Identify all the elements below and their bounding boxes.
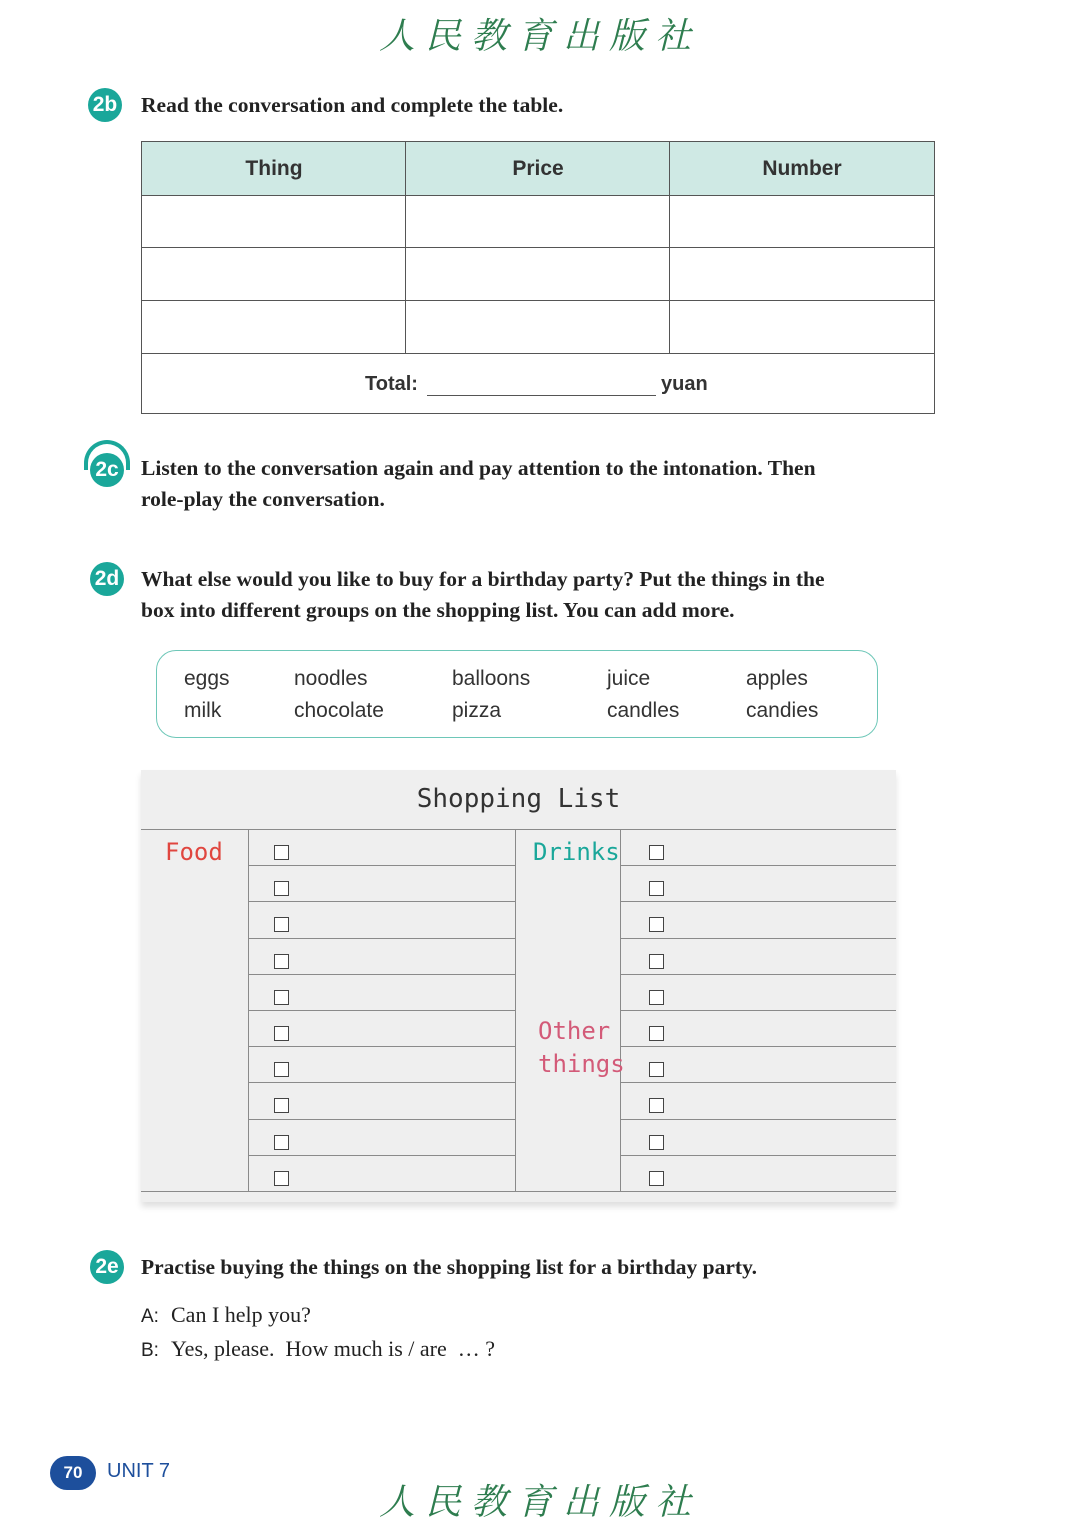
speaker-label: B: xyxy=(141,1340,159,1361)
list-bottom-line xyxy=(141,1191,896,1192)
table-cell-thing-1[interactable] xyxy=(142,196,405,247)
list-row-line xyxy=(621,1082,896,1083)
word-item: noodles xyxy=(294,667,368,690)
dialogue-text: Yes, please. How much is / are … ? xyxy=(171,1336,496,1361)
total-unit: yuan xyxy=(661,373,708,395)
food-checkbox[interactable] xyxy=(274,1026,289,1041)
section-badge-2b: 2b xyxy=(88,88,122,122)
list-divider xyxy=(515,829,516,1191)
list-row-line xyxy=(249,1010,515,1011)
right-checkbox[interactable] xyxy=(649,1026,664,1041)
word-item: juice xyxy=(607,667,651,690)
instruction-2e: Practise buying the things on the shopping list for a birthday party. xyxy=(141,1255,758,1279)
word-item: chocolate xyxy=(294,699,384,722)
section-badge-2c: 2c xyxy=(90,453,124,487)
list-row-line xyxy=(621,938,896,939)
section-badge-2e: 2e xyxy=(90,1250,124,1284)
total-blank[interactable] xyxy=(427,395,656,396)
table-cell-number-3[interactable] xyxy=(670,301,933,353)
food-checkbox[interactable] xyxy=(274,990,289,1005)
word-item: eggs xyxy=(184,667,230,690)
shopping-list-title: Shopping List xyxy=(416,784,621,814)
table-cell-number-1[interactable] xyxy=(670,196,933,247)
header-number: Number xyxy=(762,157,842,180)
instruction-2c-line1: Listen to the conversation again and pay attention to the intonation. Then xyxy=(141,456,816,480)
food-checkbox[interactable] xyxy=(274,1135,289,1150)
list-row-line xyxy=(621,1010,896,1011)
instruction-2d-line2: box into different groups on the shopping list. You can add more. xyxy=(141,598,735,622)
instruction-2d-line1: What else would you like to buy for a birthday party? Put the things in the xyxy=(141,567,825,591)
total-row xyxy=(142,354,934,413)
table-cell-price-3[interactable] xyxy=(406,301,669,353)
category-other-line2: things xyxy=(538,1050,625,1078)
word-item: apples xyxy=(746,667,808,690)
header-thing: Thing xyxy=(245,157,303,180)
word-item: candles xyxy=(607,699,680,722)
list-row-line xyxy=(249,1119,515,1120)
list-row-line xyxy=(621,1119,896,1120)
category-other-line1: Other xyxy=(538,1017,611,1045)
dialogue-text: Can I help you? xyxy=(171,1302,311,1327)
dialogue-line xyxy=(141,1336,495,1362)
publisher-logo: 人民教育出版社 xyxy=(378,16,701,57)
list-row-line xyxy=(249,974,515,975)
food-checkbox[interactable] xyxy=(274,1171,289,1186)
word-item: candies xyxy=(746,699,819,722)
price-table xyxy=(141,141,935,414)
total-label: Total: xyxy=(365,373,418,395)
section-badge-2d: 2d xyxy=(90,562,124,596)
table-header-row xyxy=(142,142,934,196)
word-box xyxy=(156,650,878,738)
food-checkbox[interactable] xyxy=(274,881,289,896)
right-checkbox[interactable] xyxy=(649,990,664,1005)
list-row-line xyxy=(621,974,896,975)
list-top-line xyxy=(141,829,896,830)
header-price: Price xyxy=(512,157,564,180)
right-checkbox[interactable] xyxy=(649,1062,664,1077)
list-row-line xyxy=(249,938,515,939)
unit-label: UNIT 7 xyxy=(107,1460,170,1482)
instruction-2b: Read the conversation and complete the table. xyxy=(141,93,564,117)
list-row-line xyxy=(621,1046,896,1047)
publisher-logo-footer: 人民教育出版社 xyxy=(378,1482,701,1523)
table-cell-number-2[interactable] xyxy=(670,248,933,300)
shopping-list xyxy=(141,770,896,1202)
instruction-2c-line2: role-play the conversation. xyxy=(141,487,385,511)
list-row-line xyxy=(249,865,515,866)
word-item: pizza xyxy=(452,699,502,722)
word-item: balloons xyxy=(452,667,531,690)
right-checkbox[interactable] xyxy=(649,1171,664,1186)
dialogue-line xyxy=(141,1302,311,1328)
word-item: milk xyxy=(184,699,222,722)
list-row-line xyxy=(621,865,896,866)
table-cell-price-1[interactable] xyxy=(406,196,669,247)
list-row-line xyxy=(249,1155,515,1156)
speaker-label: A: xyxy=(141,1306,159,1327)
list-row-line xyxy=(249,901,515,902)
right-checkbox[interactable] xyxy=(649,1135,664,1150)
food-checkbox[interactable] xyxy=(274,954,289,969)
right-checkbox[interactable] xyxy=(649,845,664,860)
page-number-badge: 70 xyxy=(50,1456,96,1490)
right-checkbox[interactable] xyxy=(649,1098,664,1113)
list-row-line xyxy=(249,1082,515,1083)
list-row-line xyxy=(621,1155,896,1156)
table-cell-price-2[interactable] xyxy=(406,248,669,300)
food-checkbox[interactable] xyxy=(274,845,289,860)
food-checkbox[interactable] xyxy=(274,1098,289,1113)
right-checkbox[interactable] xyxy=(649,954,664,969)
list-row-line xyxy=(621,901,896,902)
list-row-line xyxy=(249,1046,515,1047)
table-cell-thing-2[interactable] xyxy=(142,248,405,300)
category-drinks: Drinks xyxy=(533,838,620,866)
table-cell-thing-3[interactable] xyxy=(142,301,405,353)
food-checkbox[interactable] xyxy=(274,1062,289,1077)
right-checkbox[interactable] xyxy=(649,881,664,896)
food-checkbox[interactable] xyxy=(274,917,289,932)
category-other-things xyxy=(538,1015,625,1081)
right-checkbox[interactable] xyxy=(649,917,664,932)
category-food: Food xyxy=(165,838,223,866)
